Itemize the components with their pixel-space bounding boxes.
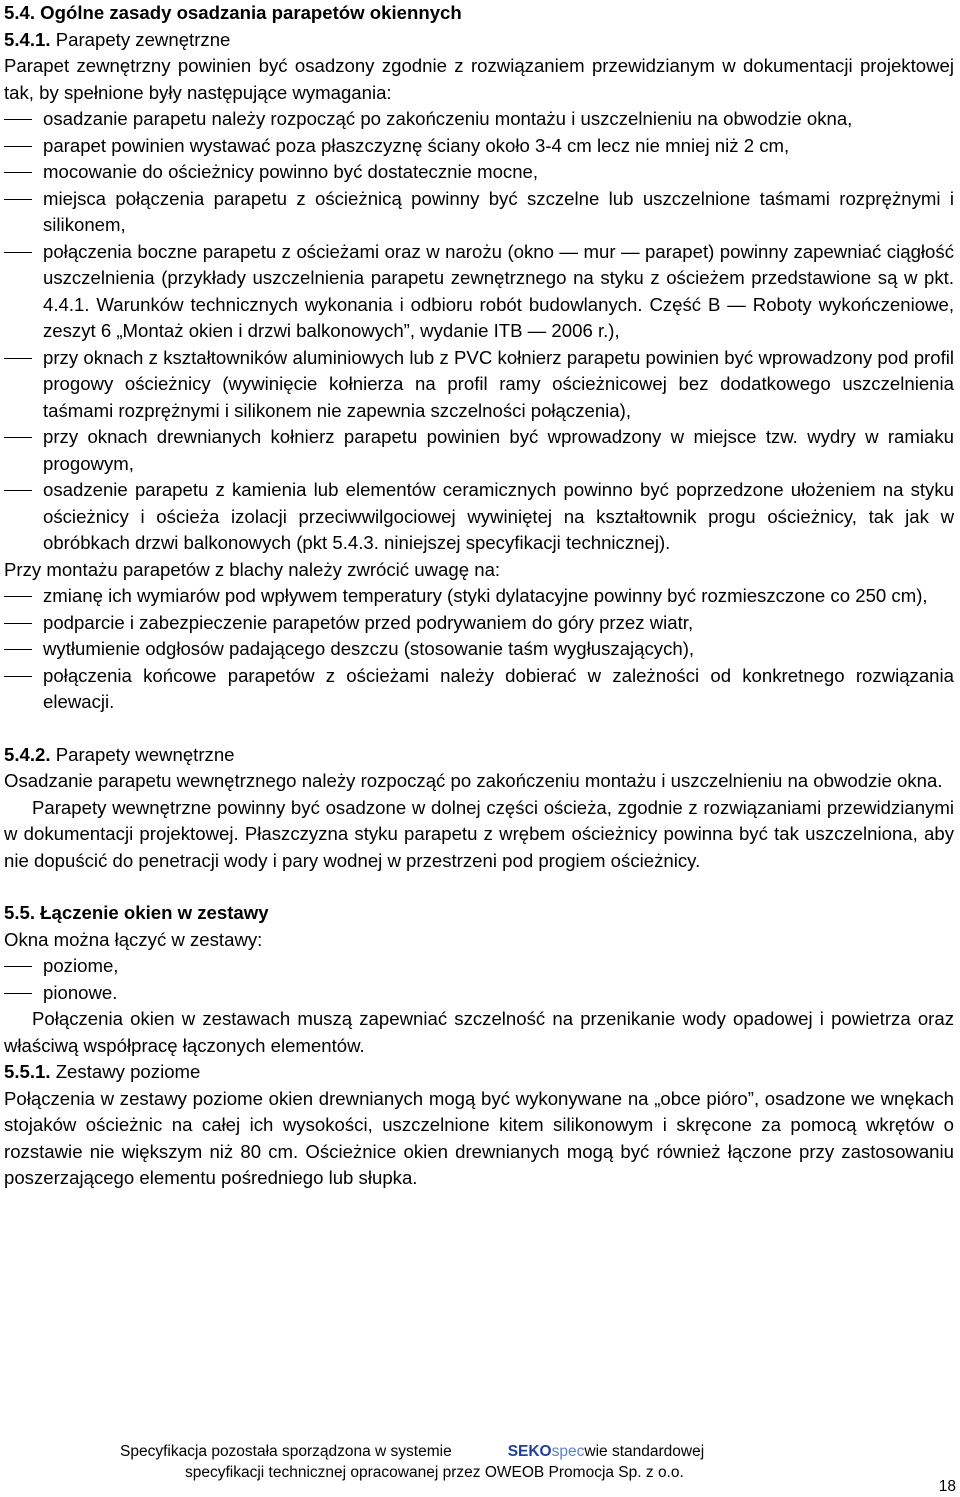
- internal-sill-paragraph-1: Osadzanie parapetu wewnętrznego należy rozpocząć po zakończeniu montażu i uszczelnieniu na obwodzie okna.: [4, 770, 943, 791]
- list-item: zmianę ich wymiarów pod wpływem temperatury (styki dylatacyjne powinny być rozmieszczone co 250 cm),: [4, 583, 954, 610]
- external-sill-requirements-list: [4, 106, 954, 557]
- footer-text: wie standardowej: [584, 1443, 705, 1460]
- brand-logo-spec: spec: [551, 1443, 585, 1460]
- subsection-number: 5.4.2.: [4, 743, 51, 765]
- internal-sill-paragraph-2: Parapety wewnętrzne powinny być osadzone w dolnej części ościeża, zgodnie z rozwiązaniami przewidzianymi w dokumentacji projektowej. Płaszczyzna styku parapetu z wrębem ościeżnicy powinna być tak uszczelniona, aby nie dopuścić do penetracji wody i pary wodnej w przestrzeni pod progiem ościeżnicy.: [4, 796, 954, 871]
- list-item: przy oknach z kształtowników aluminiowych lub z PVC kołnierz parapetu powinien być wprowadzony pod profil progowy ościeżnicy (wywinięcie kołnierza na profil ramy ościeżnicowej bez dodatkowego uszczelnienia taśmami rozprężnymi i silikonem nie zapewnia szczelności połączenia),: [4, 345, 954, 425]
- spacer: [4, 874, 954, 900]
- subsection-title: Parapety zewnętrzne: [55, 28, 231, 50]
- list-item: osadzenie parapetu z kamienia lub elementów ceramicznych powinno być poprzedzone ułożeniem na styku ościeżnicy i ościeża izolacji przeciwwilgociowej wywiniętej na kształtownik progu ościeżnicy, tak jak w obróbkach drzwi balkonowych (pkt 5.4.3. niniejszej specyfikacji technicznej).: [4, 477, 954, 557]
- document-page: [4, 0, 954, 1192]
- page-number: 18: [938, 1478, 956, 1495]
- list-item: parapet powinien wystawać poza płaszczyznę ściany około 3-4 cm lecz nie mniej niż 2 cm,: [4, 133, 954, 160]
- section-5-4-heading: 5.4. Ogólne zasady osadzania parapetów okiennych: [4, 2, 462, 23]
- list-item: podparcie i zabezpieczenie parapetów przed podrywaniem do góry przez wiatr,: [4, 610, 954, 637]
- window-sets-intro: Okna można łączyć w zestawy:: [4, 928, 263, 950]
- list-item: połączenia boczne parapetu z ościeżami oraz w narożu (okno — mur — parapet) powinny zapewniać ciągłość uszczelnienia (przykłady uszczelnienia parapetu zewnętrznego na styku z ościeżem przedstawione są w pkt. 4.4.1. Warunków technicznych wykonania i odbioru robót budowlanych. Część B — Roboty wykończeniowe, zeszyt 6 „Montaż okien i drzwi balkonowych”, wydanie ITB — 2006 r.),: [4, 239, 954, 345]
- brand-logo-seko: SEKO: [507, 1443, 552, 1460]
- subsection-number: 5.5.1.: [4, 1061, 51, 1082]
- section-5-5-heading: 5.5. Łączenie okien w zestawy: [4, 902, 269, 923]
- horizontal-sets-paragraph: Połączenia w zestawy poziome okien drewnianych mogą być wykonywane na „obce pióro”, osadzone we wnękach stojaków ościeżnic na całej ich wysokości, uszczelnione kitem silikonowym i skręcone za pomocą wkrętów o rozstawie nie większym niż 80 cm. Ościeżnice okien drewnianych mogą być również łączone przy zastosowaniu poszerzającego elementu pośredniego lub słupka.: [4, 1087, 954, 1188]
- subsection-title: Parapety wewnętrzne: [55, 743, 235, 765]
- list-item: mocowanie do ościeżnicy powinno być dostatecznie mocne,: [4, 159, 954, 186]
- sheet-metal-list: [4, 583, 954, 716]
- footer-line-1: [120, 1442, 704, 1462]
- subsection-number: 5.4.1.: [4, 28, 51, 50]
- list-item: wytłumienie odgłosów padającego deszczu (stosowanie taśm wygłuszających),: [4, 636, 954, 663]
- subsection-5-5-1-heading: [4, 1059, 954, 1086]
- list-item: pionowe.: [4, 980, 954, 1007]
- footer-text: Specyfikacja pozostała sporządzona w systemie: [120, 1443, 452, 1460]
- list-item: połączenia końcowe parapetów z ościeżami należy dobierać w zależności od konkretnego rozwiązania elewacji.: [4, 663, 954, 716]
- list-item: osadzanie parapetu należy rozpocząć po zakończeniu montażu i uszczelnieniu na obwodzie okna,: [4, 106, 954, 133]
- sheet-metal-intro: Przy montażu parapetów z blachy należy zwrócić uwagę na:: [4, 558, 501, 580]
- list-item: poziome,: [4, 953, 954, 980]
- subsection-5-4-1-heading: [4, 27, 954, 54]
- list-item: przy oknach drewnianych kołnierz parapetu powinien być wprowadzony w miejsce tzw. wydry w ramiaku progowym,: [4, 424, 954, 477]
- footer-line-2: specyfikacji technicznej opracowanej przez OWEOB Promocja Sp. z o.o.: [185, 1464, 684, 1481]
- external-sill-intro: Parapet zewnętrzny powinien być osadzony zgodnie z rozwiązaniem przewidzianym w dokumentacji projektowej tak, by spełnione były następujące wymagania:: [4, 55, 954, 103]
- window-sets-types-list: [4, 953, 954, 1006]
- subsection-5-4-2-heading: [4, 742, 954, 769]
- page-footer: [0, 1442, 960, 1497]
- window-sets-paragraph: Połączenia okien w zestawach muszą zapewniać szczelność na przenikanie wody opadowej i powietrza oraz właściwą współpracę łączonych elementów.: [4, 1008, 954, 1056]
- subsection-title: Zestawy poziome: [55, 1061, 201, 1082]
- list-item: miejsca połączenia parapetu z ościeżnicą powinny być szczelne lub uszczelnione taśmami rozprężnymi i silikonem,: [4, 186, 954, 239]
- spacer: [4, 716, 954, 742]
